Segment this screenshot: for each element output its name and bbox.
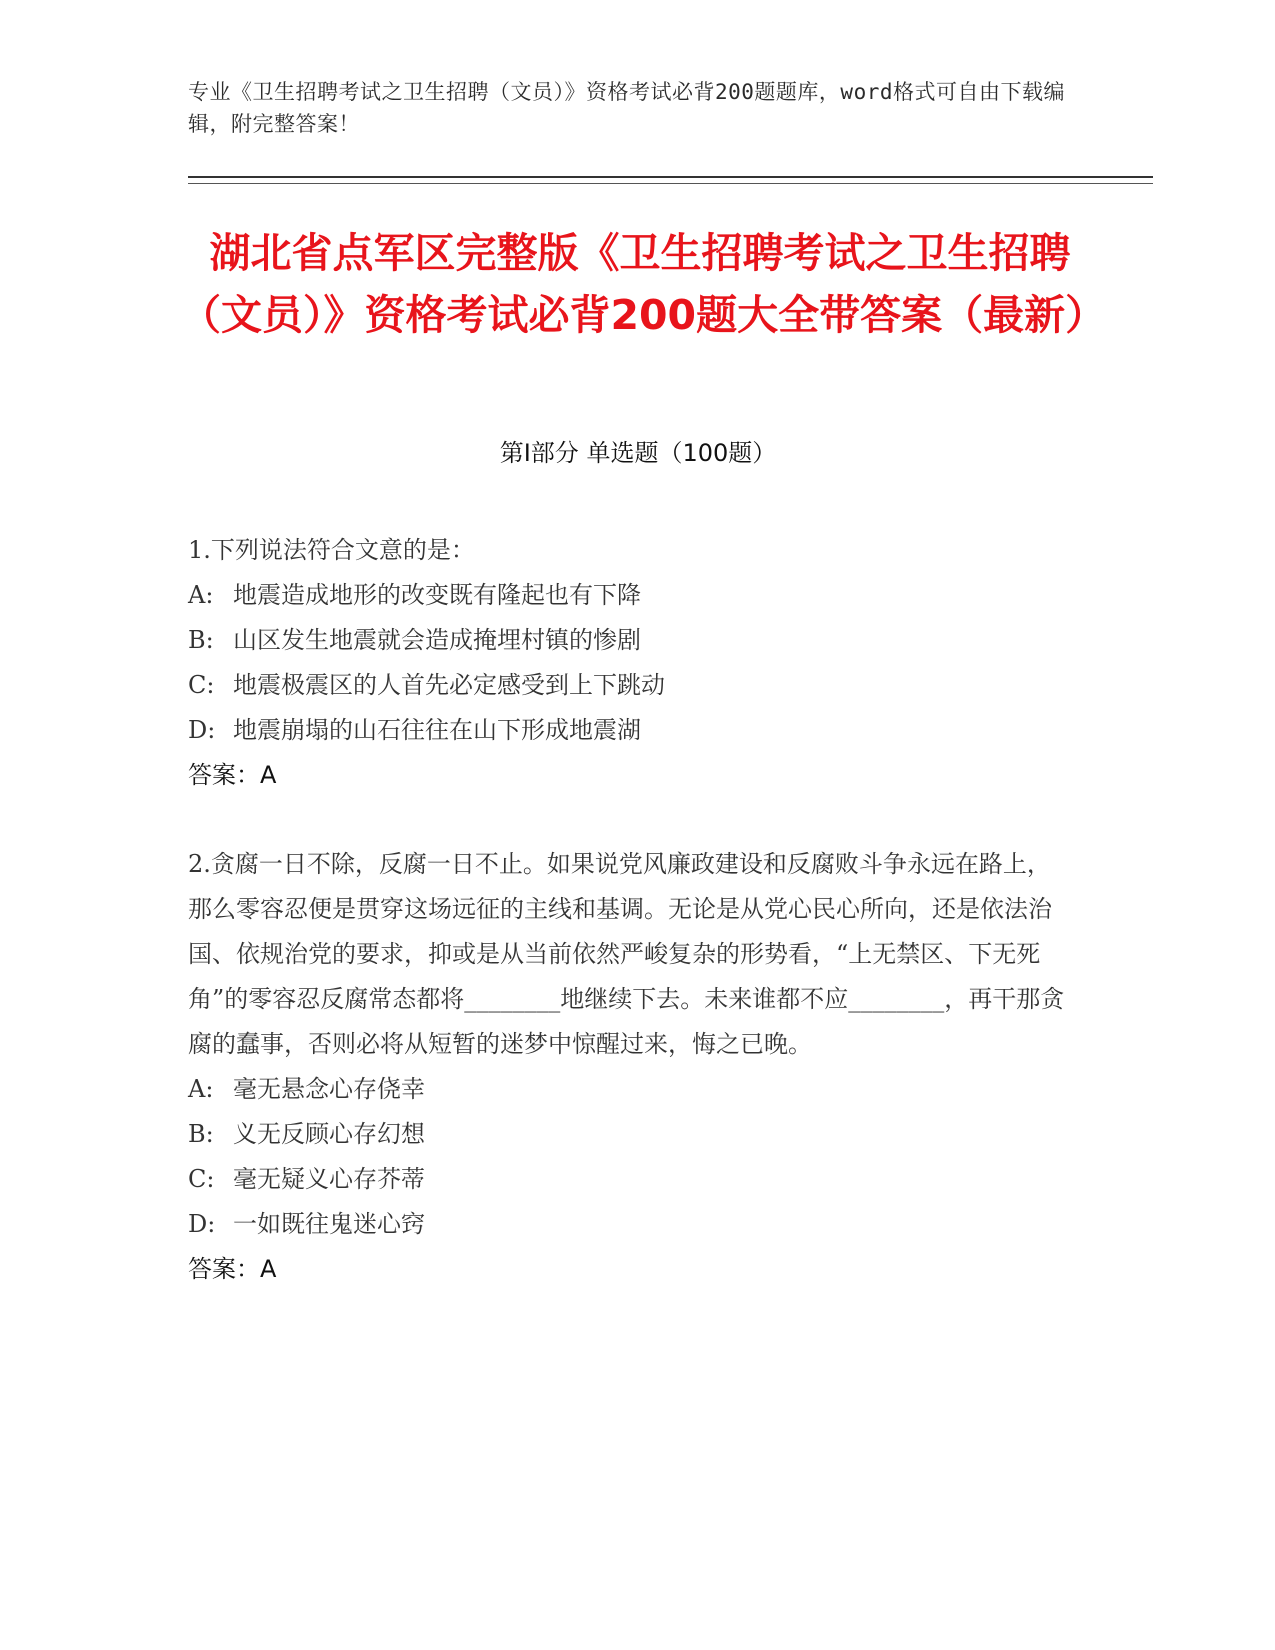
option-a [188, 1067, 1068, 1112]
answer-line: 答案：A [188, 1255, 277, 1283]
option-text: 地震崩塌的山石往往在山下形成地震湖 [233, 716, 641, 744]
option-text: 地震造成地形的改变既有隆起也有下降 [233, 581, 641, 609]
section-heading: 第I部分 单选题（100题） [499, 439, 777, 467]
option-d [188, 708, 1068, 753]
option-key: D: [188, 716, 216, 744]
option-a [188, 573, 1068, 618]
option-text: 地震极震区的人首先必定感受到上下跳动 [233, 671, 665, 699]
option-text: 义无反顾心存幻想 [233, 1120, 425, 1148]
option-c [188, 663, 1068, 708]
option-text: 毫无疑义心存芥蒂 [233, 1165, 425, 1193]
option-key: B: [188, 1120, 214, 1148]
option-c [188, 1157, 1068, 1202]
header-rule-thick [188, 176, 1153, 178]
header-rule-thin [188, 183, 1153, 184]
option-key: C: [188, 671, 215, 699]
option-key: A: [188, 581, 214, 609]
answer-line: 答案：A [188, 761, 277, 789]
document-title: 湖北省点军区完整版《卫生招聘考试之卫生招聘（文员）》资格考试必背200题大全带答案（最新） [180, 229, 1107, 339]
option-b [188, 1112, 1068, 1157]
question-2 [188, 842, 1068, 1292]
option-d [188, 1202, 1068, 1247]
question-1 [188, 528, 1068, 798]
option-text: 一如既往鬼迷心窍 [233, 1210, 425, 1238]
question-stem: 1.下列说法符合文意的是： [188, 536, 475, 564]
option-key: C: [188, 1165, 215, 1193]
option-text: 毫无悬念心存侥幸 [233, 1075, 425, 1103]
question-stem: 2.贪腐一日不除，反腐一日不止。如果说党风廉政建设和反腐败斗争永远在路上，那么零容忍便是贯穿这场远征的主线和基调。无论是从党心民心所向，还是依法治国、依规治党的要求，抑或是从当前依然严峻复杂的形势看，“上无禁区、下无死角”的零容忍反腐常态都将________地继续下去。未来谁都不应________，再干那贪腐的蠢事，否则必将从短暂的迷梦中惊醒过来，悔之已晚。 [188, 850, 1065, 1058]
header-note: 专业《卫生招聘考试之卫生招聘（文员）》资格考试必背200题题库，word格式可自由下载编辑，附完整答案！ [188, 80, 1065, 136]
option-key: A: [188, 1075, 214, 1103]
option-key: B: [188, 626, 214, 654]
option-key: D: [188, 1210, 216, 1238]
option-b [188, 618, 1068, 663]
option-text: 山区发生地震就会造成掩埋村镇的惨剧 [233, 626, 641, 654]
